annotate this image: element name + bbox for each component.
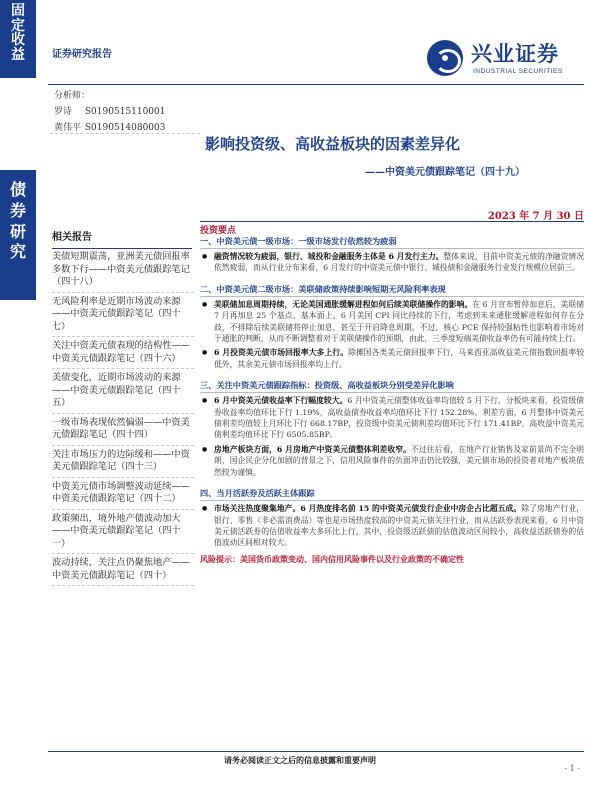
analyst-name: 黄伟平 bbox=[54, 123, 82, 133]
analyst-row bbox=[54, 104, 204, 120]
key-point-paragraph bbox=[200, 347, 584, 370]
related-report-link[interactable]: 政策频出，境外地产债波动加大——中资美元债跟踪笔记（四十一） bbox=[52, 510, 194, 555]
related-report-link[interactable]: 无风险利率是近期市场波动来源——中资美元债跟踪笔记（四十七） bbox=[52, 293, 194, 338]
report-subtitle: ——中资美元债跟踪笔记（四十九） bbox=[365, 167, 525, 178]
related-report-link[interactable]: 一级市场表现依然偏弱——中资美元债跟踪笔记（四十四） bbox=[52, 414, 194, 446]
key-point-body: 在 6 月宣布暂停加息后，美联储 7 月再加息 25 个基点，基本面上，6 月美国 CPI 同比持续的下行，考虑到未来通胀缓解进程如何存在分歧，不排除后续美联储将停止加息，甚至于开启降息周期。不过，核心 PCE 保持较强粘性也影响着市场对于通胀的判断，从而不断调整着对于美联储操作的预期，由此，三季度短端美债收益率仍有可能持续上行。 bbox=[214, 299, 584, 344]
logo-emblem-icon bbox=[427, 40, 463, 76]
sidebar-category-bond-research bbox=[0, 182, 36, 265]
sidebar-char: 定 bbox=[11, 17, 25, 34]
sidebar-char: 研 bbox=[9, 221, 26, 241]
key-point-lead: 6 月中资美元债收益率下行幅度较大。 bbox=[214, 396, 348, 406]
related-report-link[interactable]: 美债变化，近期市场波动的来源——中资美元债跟踪笔记（四十五） bbox=[52, 369, 194, 414]
related-report-link[interactable]: 中资美元债市场调整波动延续——中资美元债跟踪笔记（四十二） bbox=[52, 478, 194, 510]
analyst-id: S0190514080003 bbox=[84, 123, 166, 133]
logo-name: 兴业证券 bbox=[471, 42, 559, 66]
sidebar-category-fixed-income bbox=[0, 4, 36, 63]
sidebar-char: 益 bbox=[11, 47, 25, 64]
section-heading-active-bonds: 四、当月活跃券及活跃主体跟踪 bbox=[200, 487, 584, 501]
logo-name-en: INDUSTRIAL SECURITIES bbox=[473, 68, 563, 75]
analyst-id: S0190515110001 bbox=[84, 107, 166, 117]
related-reports-heading: 相关报告 bbox=[52, 228, 192, 249]
sidebar-char: 收 bbox=[11, 32, 25, 49]
analyst-name: 罗诗 bbox=[54, 107, 73, 117]
key-points-heading: 投资要点 bbox=[200, 226, 237, 236]
analysts-block bbox=[54, 88, 204, 136]
risk-text: 美国货币政策变动、国内信用风险事件以及行业政策的不确定性 bbox=[240, 553, 464, 564]
key-point-paragraph bbox=[200, 444, 584, 478]
sidebar-char: 债 bbox=[9, 180, 26, 199]
related-report-link[interactable]: 波动持续，关注点仍聚焦地产——中资美元债跟踪笔记（四十） bbox=[52, 554, 194, 586]
risk-label: 风险提示： bbox=[200, 553, 240, 564]
report-type-label: 证券研究报告 bbox=[52, 49, 112, 60]
related-reports-list bbox=[52, 248, 194, 586]
key-point-paragraph bbox=[200, 395, 584, 441]
sidebar-char: 究 bbox=[9, 242, 26, 262]
key-point-body: 整体来说，目前中资美元债的净融资情况依然疲弱，而从行业分布来看，6 月发行的中资美元债中银行、城投债和金融服务行业发行规模位居前三。 bbox=[214, 252, 585, 273]
key-points bbox=[200, 222, 584, 565]
related-report-link[interactable]: 关注中资美元债表现的结构性——中资美元债跟踪笔记（四十六） bbox=[52, 337, 194, 369]
analyst-row bbox=[54, 120, 204, 136]
sidebar-char: 券 bbox=[9, 200, 26, 220]
key-point-body: 6 月中资美元债整体收益率均值较 5 月下行，分板块来看，投资级债券收益率均值环比下行 1.19%，高收益债券收益率均值环比下行 152.28%。利差方面，6 月整体中资美元债利差均值较上月环比下行 668.17BP，投资级中资美元债利差均值环比下行 171.41BP，高收益中资美元债利差均值环比下行 6505.85BP。 bbox=[214, 396, 585, 440]
page-number: - 1 - bbox=[564, 764, 580, 773]
key-point-paragraph bbox=[200, 503, 584, 549]
key-point-body: 不过往后看，在地产行业销售及家前景尚不完全明朗，国企民企分化加剧的背景之下，信用风险事件的负面冲击仍比较强，美元债市场的投资者对地产板块依然较为谨慎。 bbox=[214, 444, 585, 477]
footer-divider bbox=[48, 751, 584, 752]
section-heading-tracking-indicators: 三、关注中资美元债跟踪指标：投资级、高收益板块分别受差异化影响 bbox=[200, 379, 584, 393]
report-title: 影响投资级、高收益板块的因素差异化 bbox=[205, 135, 461, 153]
footer-disclaimer: 请务必阅读正文之后的信息披露和重要声明 bbox=[224, 755, 376, 765]
key-point-paragraph bbox=[200, 299, 584, 345]
key-point-lead: 美联储加息周期持续，无论美国通胀缓解进程如何后续美联储操作的影响。 bbox=[214, 299, 473, 309]
section-heading-secondary-market: 二、中资美元债二级市场：美联储政策持续影响短期无风险利率表现 bbox=[200, 283, 584, 297]
sidebar-char: 固 bbox=[11, 3, 25, 19]
key-point-body: 除了房地产行业，银行、零售（非必需消费品）等也是市场热度较高的中资美元债关注行业，而从活跃券表现来看，6 月中资美元债活跃券的估值收益率大多环比上行，其中，投资级活跃债的估值波动区间较小，高收益活跃债券的估值波动区间相对较大。 bbox=[214, 504, 585, 548]
analysts-title: 分析师： bbox=[54, 91, 91, 101]
report-date: 2023 年 7 月 30 日 bbox=[487, 211, 584, 222]
key-point-body: 除摊国各类美元债回报率下行，马来西亚高收益美元债指数回报率较低外，其余美元债市场回报率均上行。 bbox=[214, 348, 585, 369]
key-point-paragraph bbox=[200, 251, 584, 274]
section-heading-primary-market: 一、中资美元债一级市场：一级市场发行依然较为疲弱 bbox=[200, 235, 584, 249]
risk-warning bbox=[200, 553, 584, 565]
related-report-link[interactable]: 美债短期震荡，亚洲美元债回报率多数下行——中资美元债跟踪笔记（四十八） bbox=[52, 248, 194, 293]
key-point-lead: 房地产板块方面，6 月房地产中资美元债整体利差收窄。 bbox=[214, 444, 412, 454]
key-point-lead: 融资情况较为疲弱，银行、城投和金融服务主体是 6 月发行主力。 bbox=[214, 252, 444, 261]
related-report-link[interactable]: 关注市场压力的边际缓和——中资美元债跟踪笔记（四十三） bbox=[52, 446, 194, 478]
key-point-lead: 6 月投资美元债市场回报率大多上行。 bbox=[214, 348, 349, 358]
key-point-lead: 市场关注热度聚集地产。6 月热度排名前 15 的中资美元债发行企业中房企占比超五成。 bbox=[214, 504, 522, 514]
company-logo bbox=[427, 38, 587, 82]
header-divider bbox=[48, 84, 584, 85]
